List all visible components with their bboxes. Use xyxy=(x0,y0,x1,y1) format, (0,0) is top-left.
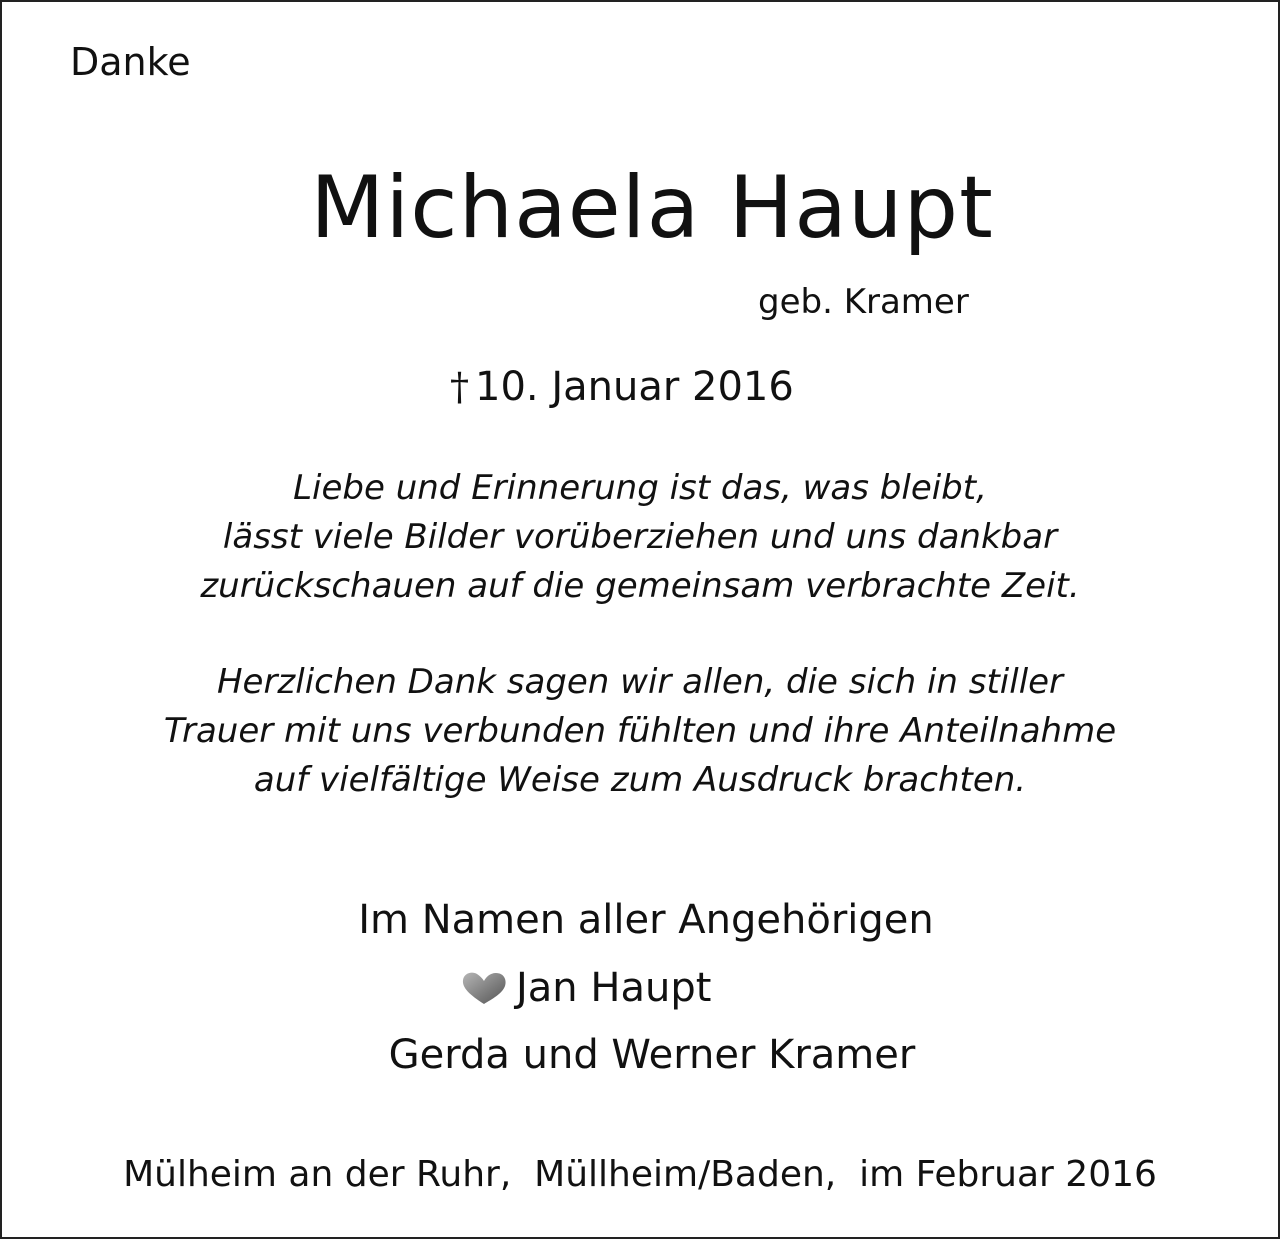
death-date: 10. Januar 2016 xyxy=(475,364,794,410)
notice-heading: Danke xyxy=(70,40,191,84)
birth-name: geb. Kramer xyxy=(758,282,969,322)
signature-secondary: Gerda und Werner Kramer xyxy=(388,1032,916,1078)
deceased-name: Michaela Haupt xyxy=(310,158,994,258)
quote-line: zurückschauen auf die gemeinsam verbrachte Zeit. xyxy=(200,566,1080,606)
quote-line: Liebe und Erinnerung ist das, was bleibt, xyxy=(293,468,987,508)
signature-primary-name: Jan Haupt xyxy=(516,965,712,1011)
heart-icon xyxy=(460,970,508,1006)
thanks-text xyxy=(0,658,1280,805)
memorial-quote xyxy=(0,464,1280,611)
signature-primary xyxy=(460,958,711,1018)
signature-intro: Im Namen aller Angehörigen xyxy=(358,897,934,943)
thanks-line: auf vielfältige Weise zum Ausdruck brachten. xyxy=(253,760,1027,800)
quote-line: lässt viele Bilder vorüberziehen und uns dankbar xyxy=(222,517,1058,557)
thanks-line: Trauer mit uns verbunden fühlten und ihre Anteilnahme xyxy=(163,711,1117,751)
cross-icon: † xyxy=(450,365,469,409)
place-and-date: Mülheim an der Ruhr, Müllheim/Baden, im Februar 2016 xyxy=(123,1154,1157,1195)
thanks-line: Herzlichen Dank sagen wir allen, die sich in stiller xyxy=(216,662,1064,702)
death-date-line xyxy=(450,362,794,412)
